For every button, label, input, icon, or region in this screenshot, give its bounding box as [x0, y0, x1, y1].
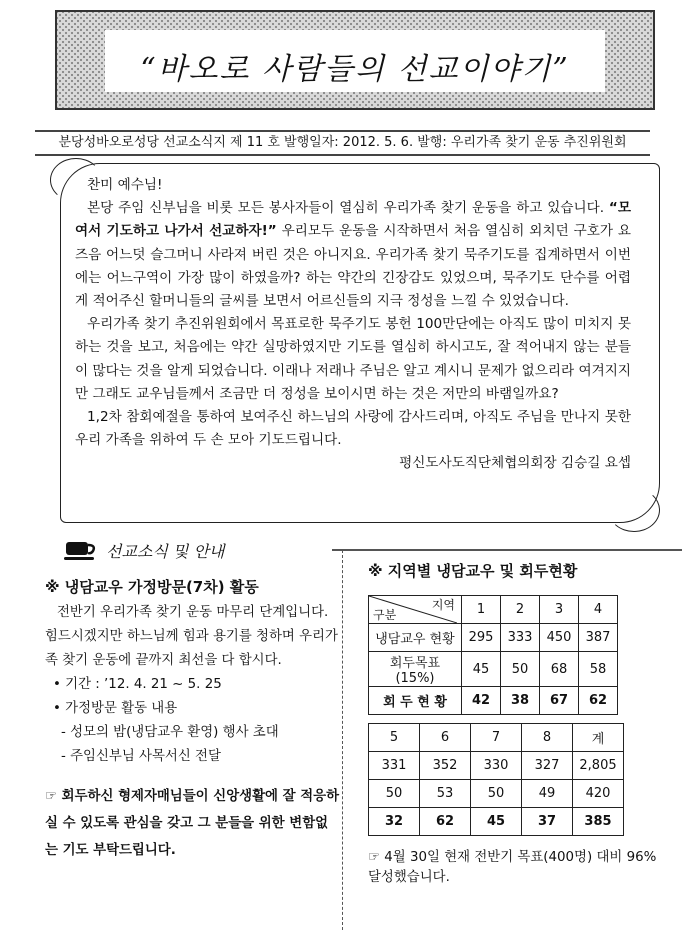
table-row — [369, 596, 618, 624]
table-row — [369, 752, 624, 780]
table-cell: 62 — [420, 808, 471, 836]
table-cell: 450 — [540, 624, 579, 652]
letter-paragraph-1 — [75, 197, 631, 313]
table-header-cell: 3 — [540, 596, 579, 624]
table-cell: 58 — [579, 652, 618, 687]
scroll-curl-bottom — [608, 488, 660, 532]
corner-region-label: 지역 — [431, 598, 455, 612]
table-cell: 295 — [462, 624, 501, 652]
title-banner — [55, 10, 655, 110]
table-header-cell: 7 — [471, 724, 522, 752]
table-cell: 49 — [522, 780, 573, 808]
publication-info: 분당성바오로성당 선교소식지 제 11 호 발행일자: 2012. 5. 6. 발행: 우리가족 찾기 운동 추진위원회 — [35, 130, 650, 156]
achievement-footnote: ☞ 4월 30일 현재 전반기 목표(400명) 대비 96% 달성했습니다. — [368, 850, 657, 885]
letter — [75, 174, 631, 476]
table-cell: 2,805 — [573, 752, 624, 780]
banner-inner — [105, 30, 605, 92]
table-row — [369, 652, 618, 687]
visit-activity-column — [45, 575, 340, 864]
list-item: • 기간 : ’12. 4. 21 ~ 5. 25 — [53, 677, 222, 692]
table-header-cell: 4 — [579, 596, 618, 624]
table-cell: 387 — [579, 624, 618, 652]
table-cell: 68 — [540, 652, 579, 687]
table-cell: 330 — [471, 752, 522, 780]
table-cell: 50 — [471, 780, 522, 808]
table-header-cell: 계 — [573, 724, 624, 752]
section-title: 선교소식 및 안내 — [106, 542, 225, 561]
table-header-cell: 8 — [522, 724, 573, 752]
letter-paragraph-3: 1,2차 참회예절을 통하여 보여주신 하느님의 사랑에 감사드리며, 아직도 주님을 만나지 못한 우리 가족을 위하여 두 손 모아 기도드립니다. — [75, 409, 631, 449]
table-header-cell: 2 — [501, 596, 540, 624]
prayer-request-note: ☞ 회두하신 형제자매님들이 신앙생활에 잘 적응하실 수 있도록 관심을 갖고 그 분들을 위한 변함없는 기도 부탁드립니다. — [45, 789, 340, 858]
table-cell: 37 — [522, 808, 573, 836]
table-cell: 67 — [540, 687, 579, 715]
table-row — [369, 808, 624, 836]
table-row — [369, 724, 624, 752]
table-cell: 38 — [501, 687, 540, 715]
table-cell: 50 — [369, 780, 420, 808]
status-heading: ※ 지역별 냉담교우 및 회두현황 — [368, 562, 578, 580]
column-divider — [342, 550, 343, 930]
table-cell: 32 — [369, 808, 420, 836]
row-label: 회두목표(15%) — [369, 652, 462, 687]
visit-activity-heading: ※ 냉담교우 가정방문(7차) 활동 — [45, 578, 259, 596]
table-cell: 331 — [369, 752, 420, 780]
letter-paragraph-2: 우리가족 찾기 추진위원회에서 목표로한 묵주기도 봉헌 100만단에는 아직도 많이 미치지 못하는 것을 보고, 처음에는 약간 실망하였지만 기도를 열심히 하시고도, 잘 적어내지 않는 분들이 많다는 것을 알게 되었습니다. 이래나 저래나 주님은 알고 계시니 문제가 없으리라 여겨지지만 그래도 교우님들께서 조금만 더 정성을 보이시면 하는 것은 저만의 바램일까요? — [75, 316, 631, 402]
table-cell: 352 — [420, 752, 471, 780]
letter-signature: 평신도사도직단체협의회장 김승길 요셉 — [399, 455, 631, 472]
table-cell: 327 — [522, 752, 573, 780]
table-cell: 420 — [573, 780, 624, 808]
letter-p1-start: 본당 주임 신부님을 비롯 모든 봉사자들이 열심히 우리가족 찾기 운동을 하고 있습니다. — [87, 200, 605, 217]
table-header-cell: 5 — [369, 724, 420, 752]
visit-activity-body: 전반기 우리가족 찾기 운동 마무리 단계입니다. 힘드시겠지만 하느님께 힘과 용기를 청하며 우리가족 찾기 운동에 끝까지 최선을 다 합시다. — [45, 605, 338, 668]
table-corner-cell — [369, 596, 462, 624]
letter-p1-end: 우리모두 운동을 시작하면서 처음 열심히 외치던 구호가 요즈음 어느덧 슬그머니 사라져 버린 것은 아니지요. 우리가족 찾기 묵주기도를 집계하면서 이번에는 어느구역이 가장 많이 하였을까? 하는 약간의 긴장감도 있었으며, 묵주기도 단수를 어렵게 적어주신 할머니들의 글씨를 보면서 어르신들의 지극 정성을 느낄 수 있었습니다. — [75, 223, 632, 310]
table-row — [369, 780, 624, 808]
table-cell: 45 — [462, 652, 501, 687]
list-item: • 가정방문 활동 내용 — [53, 701, 178, 716]
table-cell: 333 — [501, 624, 540, 652]
letter-slogan: “모여서 기도하고 나가서 선교하자!” — [75, 200, 631, 240]
table-header-cell: 6 — [420, 724, 471, 752]
region-table-2 — [368, 723, 624, 836]
row-label: 냉담교우 현황 — [369, 624, 462, 652]
letter-greeting: 찬미 예수님! — [87, 177, 163, 193]
banner-title: “바오로 사람들의 선교이야기” — [140, 52, 570, 87]
corner-category-label: 구분 — [373, 608, 397, 622]
table-cell: 45 — [471, 808, 522, 836]
table-header-cell: 1 — [462, 596, 501, 624]
table-row — [369, 624, 618, 652]
table-cell: 62 — [579, 687, 618, 715]
region-table-1 — [368, 595, 618, 715]
section-rule — [332, 549, 682, 551]
row-label: 회 두 현 황 — [369, 687, 462, 715]
table-cell: 53 — [420, 780, 471, 808]
coffee-cup-icon — [64, 539, 98, 561]
list-item: - 성모의 밤(냉담교우 환영) 행사 초대 — [61, 725, 279, 740]
table-row — [369, 687, 618, 715]
table-cell: 42 — [462, 687, 501, 715]
status-column — [368, 560, 668, 901]
table-cell: 385 — [573, 808, 624, 836]
list-item: - 주임신부님 사목서신 전달 — [61, 749, 221, 764]
table-cell: 50 — [501, 652, 540, 687]
